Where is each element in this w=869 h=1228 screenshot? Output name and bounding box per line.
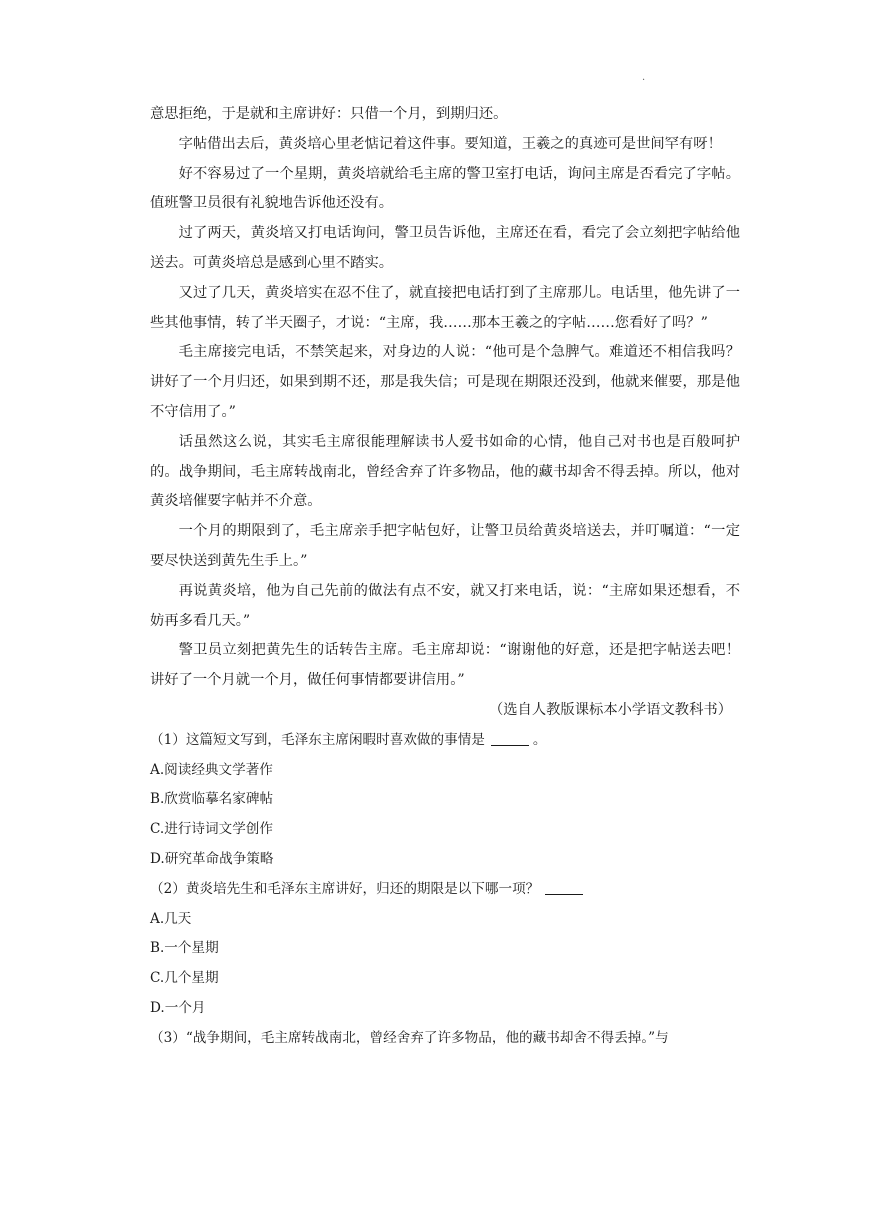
answer-option: A.几天 bbox=[150, 910, 192, 927]
question-1 bbox=[150, 726, 740, 875]
answer-blank[interactable] bbox=[491, 731, 529, 746]
document-content bbox=[150, 100, 740, 1054]
passage-paragraph: 再说黄炎培，他为自己先前的做法有点不安，就又打来电话，说：“主席如果还想看，不妨再多看几天。” bbox=[150, 582, 740, 629]
question-3 bbox=[150, 1024, 740, 1054]
passage-paragraph: 一个月的期限到了，毛主席亲手把字帖包好，让警卫员给黄炎培送去，并叮嘱道：“一定要尽快送到黄先生手上。” bbox=[150, 523, 740, 569]
question-stem-text: （1）这篇短文写到，毛泽东主席闲暇时喜欢做的事情是 bbox=[150, 731, 485, 748]
answer-option: D.一个月 bbox=[150, 999, 206, 1016]
passage-paragraph: 毛主席接完电话，不禁笑起来，对身边的人说：“他可是个急脾气。难道还不相信我吗？讲好了一个月归还，如果到期不还，那是我失信；可是现在期限还没到，他就来催要，那是他不守信用了。” bbox=[150, 344, 740, 420]
question-stem bbox=[150, 726, 740, 756]
passage-paragraph: 话虽然这么说，其实毛主席很能理解读书人爱书如命的心情，他自己对书也是百般呵护的。战争期间，毛主席转战南北，曾经舍弃了许多物品，他的藏书却舍不得丢掉。所以，他对黄炎培催要字帖并不介意。 bbox=[150, 433, 740, 510]
passage-source: （选自人教版课标本小学语文教科书） bbox=[488, 701, 732, 718]
passage-paragraph: 又过了几天，黄炎培实在忍不住了，就直接把电话打到了主席那儿。电话里，他先讲了一些其他事情，转了半天圈子，才说：“主席，我……那本王羲之的字帖……您看好了吗？” bbox=[150, 284, 740, 331]
question-stem bbox=[150, 875, 740, 905]
passage-paragraph: 好不容易过了一个星期，黄炎培就给毛主席的警卫室打电话，询问主席是否看完了字帖。值班警卫员很有礼貌地告诉他还没有。 bbox=[150, 165, 740, 212]
answer-blank[interactable] bbox=[545, 880, 583, 895]
question-2 bbox=[150, 875, 740, 1024]
answer-option: B.欣赏临摹名家碑帖 bbox=[150, 791, 274, 808]
answer-option: D.研究革命战争策略 bbox=[150, 850, 274, 867]
answer-option: A.阅读经典文学著作 bbox=[150, 761, 273, 778]
passage-paragraph: 警卫员立刻把黄先生的话转告主席。毛主席却说：“谢谢他的好意，还是把字帖送去吧！讲好了一个月就一个月，做任何事情都要讲信用。” bbox=[150, 642, 740, 689]
passage-paragraph: 意思拒绝，于是就和主席讲好：只借一个月，到期归还。 bbox=[150, 106, 508, 122]
answer-option: C.几个星期 bbox=[150, 970, 219, 987]
passage-paragraph: 字帖借出去后，黄炎培心里老惦记着这件事。要知道，王羲之的真迹可是世间罕有呀！ bbox=[178, 135, 722, 152]
passage bbox=[150, 100, 740, 726]
question-stem-text: （2）黄炎培先生和毛泽东主席讲好，归还的期限是以下哪一项？ bbox=[150, 880, 540, 897]
passage-paragraph: 过了两天，黄炎培又打电话询问，警卫员告诉他，主席还在看，看完了会立刻把字帖给他送去。可黄炎培总是感到心里不踏实。 bbox=[150, 225, 740, 271]
answer-option: C.进行诗词文学创作 bbox=[150, 821, 273, 838]
question-stem: （3）“战争期间，毛主席转战南北，曾经舍弃了许多物品，他的藏书却舍不得丢掉。”与 bbox=[150, 1029, 669, 1046]
question-stem-tail: 。 bbox=[532, 731, 547, 748]
answer-option: B.一个星期 bbox=[150, 940, 219, 957]
page-mark: · bbox=[642, 75, 646, 86]
